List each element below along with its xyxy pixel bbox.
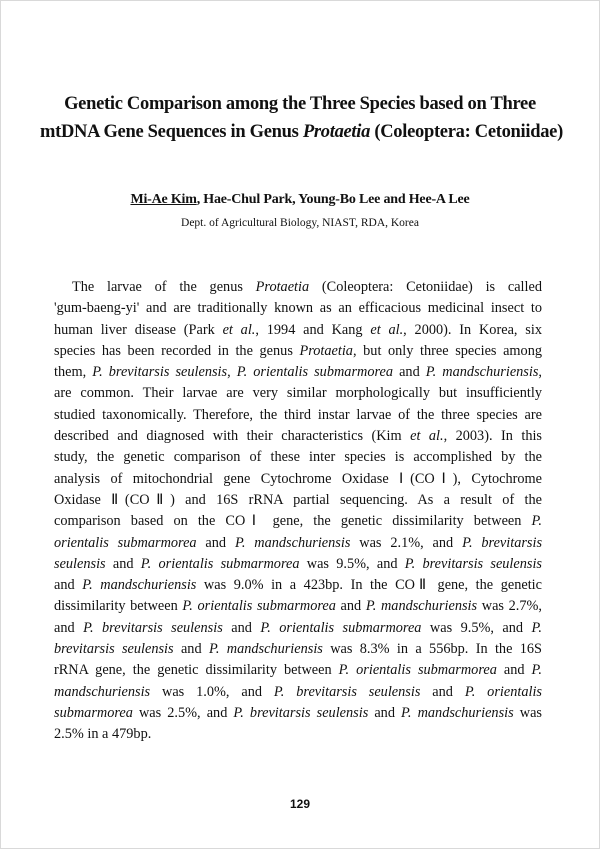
title-genus: Protaetia	[302, 122, 371, 142]
species-name: P. mandschuriensis	[82, 577, 197, 594]
species-name: P. brevitarsis seulensis	[273, 683, 421, 700]
species-name: Protaetia	[299, 342, 353, 359]
text: and	[54, 619, 84, 636]
species-name: P. mandschuriensis	[234, 534, 351, 551]
text: and	[496, 662, 532, 679]
species-name: P. orientalis submarmorea	[338, 662, 497, 679]
text: was 1.0%, and	[150, 683, 274, 700]
species-name: orientalis submarmorea	[54, 534, 197, 551]
species-name: mandschuriensis	[54, 683, 151, 700]
text: dissimilarity between	[54, 598, 183, 615]
abstract-line	[54, 596, 542, 617]
text: and	[393, 364, 426, 381]
first-author: Mi-Ae Kim	[130, 192, 197, 207]
text: and	[420, 683, 465, 700]
abstract-line	[54, 320, 542, 341]
abstract-line: studied taxonomically. Therefore, the third instar larvae of the three species are	[54, 406, 542, 423]
species-name: P. orientalis submarmorea	[260, 619, 422, 636]
species-name: seulensis	[54, 555, 106, 572]
species-name: P. mandschuriensis	[365, 598, 478, 615]
species-name: P. brevitarsis seulensis	[233, 704, 369, 721]
text: and	[54, 577, 83, 594]
species-name: P. brevitarsis seulensis	[404, 555, 542, 572]
text: described and diagnosed with their characteristics (Kim	[54, 428, 411, 445]
text: ,	[538, 364, 542, 381]
abstract-line	[54, 703, 542, 724]
text: and	[105, 555, 141, 572]
text: rRNA gene, the genetic dissimilarity between	[54, 662, 339, 679]
abstract-line	[54, 362, 542, 383]
abstract-line	[54, 533, 542, 554]
species-name: P. mandschuriensis	[208, 641, 323, 658]
text: was 2.7%,	[477, 598, 542, 615]
text: was 2.5%, and	[132, 704, 234, 721]
text: and	[335, 598, 366, 615]
abstract-line	[54, 554, 542, 575]
text: ,	[227, 364, 237, 381]
abstract-line	[54, 426, 542, 447]
text: and	[222, 619, 261, 636]
citation-etal: et al.	[370, 321, 404, 338]
affiliation: Dept. of Agricultural Biology, NIAST, RDA, Korea	[181, 217, 419, 229]
text: , 2003). In this	[443, 428, 542, 445]
text: , 2000). In Korea, six	[403, 321, 542, 338]
title-line-2	[40, 118, 563, 146]
text: them,	[54, 364, 93, 381]
abstract-line	[54, 639, 542, 660]
text: was 9.0% in a 423bp. In the COⅡ gene, the genetic	[196, 577, 542, 594]
citation-etal: et al.	[222, 321, 256, 338]
text: , 1994 and Kang	[255, 321, 371, 338]
text: , but only three species among	[352, 342, 543, 359]
abstract-line: analysis of mitochondrial gene Cytochrome Oxidase Ⅰ(COⅠ), Cytochrome	[54, 470, 542, 487]
species-name: P. mandschuriensis	[425, 364, 539, 381]
abstract-line: Oxidase Ⅱ(COⅡ) and 16S rRNA partial sequencing. As a result of the	[54, 491, 542, 508]
species-name: P.	[531, 619, 543, 636]
abstract-line: are common. Their larvae are very similar morphologically but insufficiently	[54, 385, 542, 402]
text: was 9.5%, and	[299, 555, 405, 572]
text: and	[368, 704, 402, 721]
species-name: P. brevitarsis	[462, 534, 543, 551]
text: human liver disease (Park	[54, 321, 223, 338]
species-name: submarmorea	[54, 704, 133, 721]
text: comparison based on the COⅠ gene, the genetic dissimilarity between	[54, 513, 532, 530]
page-number: 129	[289, 797, 311, 811]
text: was 2.1%, and	[350, 534, 463, 551]
abstract-line: 2.5% in a 479bp.	[54, 726, 152, 743]
species-name: P. orientalis submarmorea	[236, 364, 394, 381]
abstract-line	[54, 618, 542, 639]
text: was	[513, 704, 542, 721]
species-name: P. brevitarsis seulensis	[83, 619, 223, 636]
paper-title	[40, 90, 563, 146]
author-list	[60, 191, 540, 209]
species-name: P.	[531, 513, 542, 530]
text: and	[196, 534, 235, 551]
species-name: P.	[531, 662, 542, 679]
abstract-line	[54, 511, 542, 532]
text: and	[173, 641, 209, 658]
text: was 8.3% in a 556bp. In the 16S	[322, 641, 543, 658]
text: was 9.5%, and	[421, 619, 532, 636]
abstract-line	[54, 575, 542, 596]
species-name: P. mandschuriensis	[401, 704, 514, 721]
species-name: P. orientalis	[464, 683, 542, 700]
text: (Coleoptera: Cetoniidae) is called	[309, 279, 542, 295]
species-name: P. orientalis submarmorea	[182, 598, 336, 615]
abstract-line: 'gum-baeng-yi' and are traditionally known as an efficacious medicinal insect to	[54, 300, 542, 317]
citation-etal: et al.	[410, 428, 444, 445]
title-text: mtDNA Gene Sequences in Genus	[40, 122, 303, 142]
species-name: brevitarsis seulensis	[54, 641, 174, 658]
abstract-body	[54, 277, 542, 746]
species-name: Protaetia	[255, 279, 310, 295]
text: species has been recorded in the genus	[54, 342, 300, 359]
co-authors: , Hae-Chul Park, Young-Bo Lee and Hee-A Lee	[196, 192, 470, 207]
title-text: (Coleoptera: Cetoniidae)	[370, 122, 563, 142]
abstract-line	[54, 277, 542, 298]
species-name: P. brevitarsis seulensis	[92, 364, 228, 381]
abstract-line	[54, 341, 542, 362]
abstract-line: study, the genetic comparison of these inter species is accomplished by the	[54, 449, 542, 466]
species-name: P. orientalis submarmorea	[140, 555, 300, 572]
abstract-line	[54, 660, 542, 681]
abstract-line	[54, 682, 542, 703]
title-line-1: Genetic Comparison among the Three Species based on Three	[64, 94, 536, 114]
text: The larvae of the genus	[72, 279, 256, 295]
